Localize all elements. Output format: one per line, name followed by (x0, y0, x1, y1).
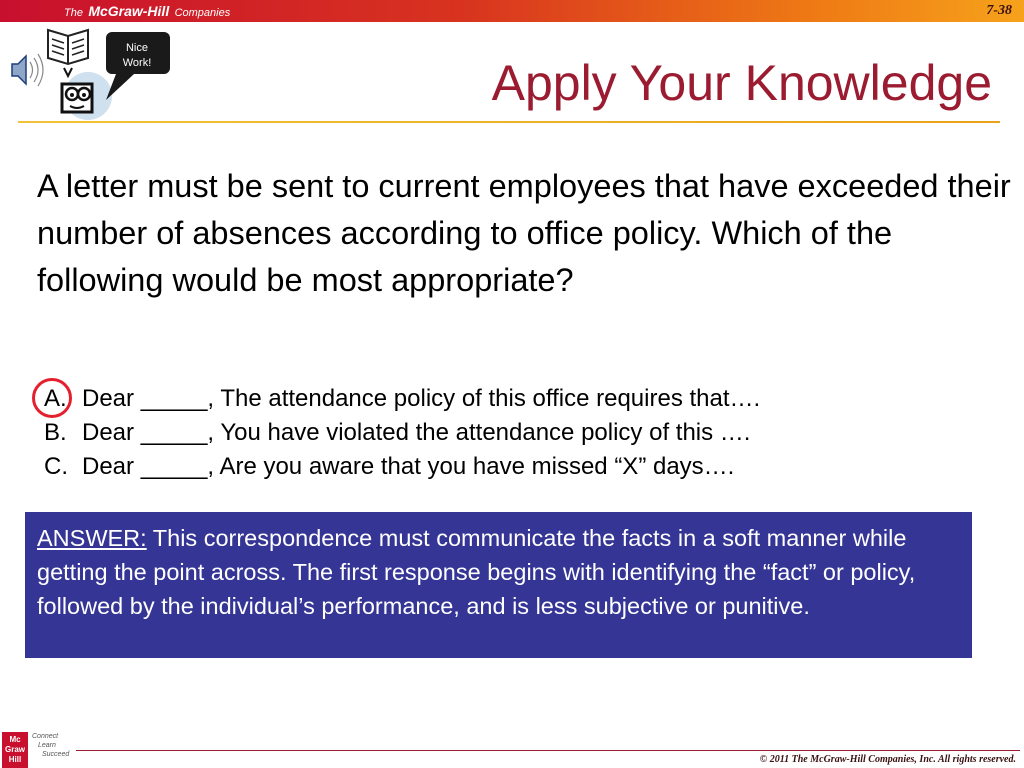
mcgraw-hill-logo (2, 728, 76, 768)
clipart-reader (4, 24, 180, 122)
speech-line-2: Work! (122, 57, 152, 69)
title-divider (18, 121, 1000, 123)
logo-line-2: Graw (4, 745, 26, 754)
slide-number: 7-38 (986, 3, 1012, 18)
book-icon (48, 30, 88, 64)
answer-label: ANSWER: (37, 525, 147, 551)
option-c-letter: C. (44, 453, 68, 480)
option-b-text: Dear _____, You have violated the attendance policy of this …. (82, 419, 751, 446)
tagline-succeed: Succeed (42, 751, 70, 758)
logo-line-3: Hill (8, 755, 22, 764)
speech-line-1: Nice (125, 42, 149, 54)
speech-bubble (106, 32, 170, 100)
option-a[interactable] (44, 382, 760, 416)
option-c[interactable] (44, 450, 760, 484)
tagline-learn: Learn (38, 742, 56, 749)
selected-answer-circle (32, 378, 72, 418)
brand-prefix: The (64, 7, 83, 19)
footer-divider (76, 750, 1020, 751)
brand-suffix: Companies (174, 7, 231, 19)
answer-options (44, 382, 760, 484)
option-b[interactable] (44, 416, 760, 450)
brand-text (64, 3, 230, 19)
brand-name: McGraw-Hill (88, 3, 170, 19)
header-bar (0, 0, 1024, 22)
speaker-icon[interactable] (12, 54, 43, 86)
option-b-letter: B. (44, 419, 67, 446)
question-text: A letter must be sent to current employees that have exceeded their number of absences according to office policy. Which of the following would be most appropriate? (37, 168, 1011, 298)
answer-box (25, 512, 972, 658)
slide-title: Apply Your Knowledge (491, 55, 992, 111)
option-a-text: Dear _____, The attendance policy of this office requires that…. (82, 385, 761, 412)
option-a-letter: A. (44, 385, 67, 412)
option-c-text: Dear _____, Are you aware that you have missed “X” days…. (82, 453, 735, 480)
reader-figure (62, 68, 112, 120)
copyright-text: © 2011 The McGraw-Hill Companies, Inc. All rights reserved. (759, 754, 1016, 765)
answer-text: This correspondence must communicate the facts in a soft manner while getting the point across. The first response begins with identifying the “fact” or policy, followed by the individual’s performance, and is less subjective or punitive. (37, 525, 916, 619)
tagline-connect: Connect (32, 733, 59, 740)
logo-line-1: Mc (9, 735, 21, 744)
